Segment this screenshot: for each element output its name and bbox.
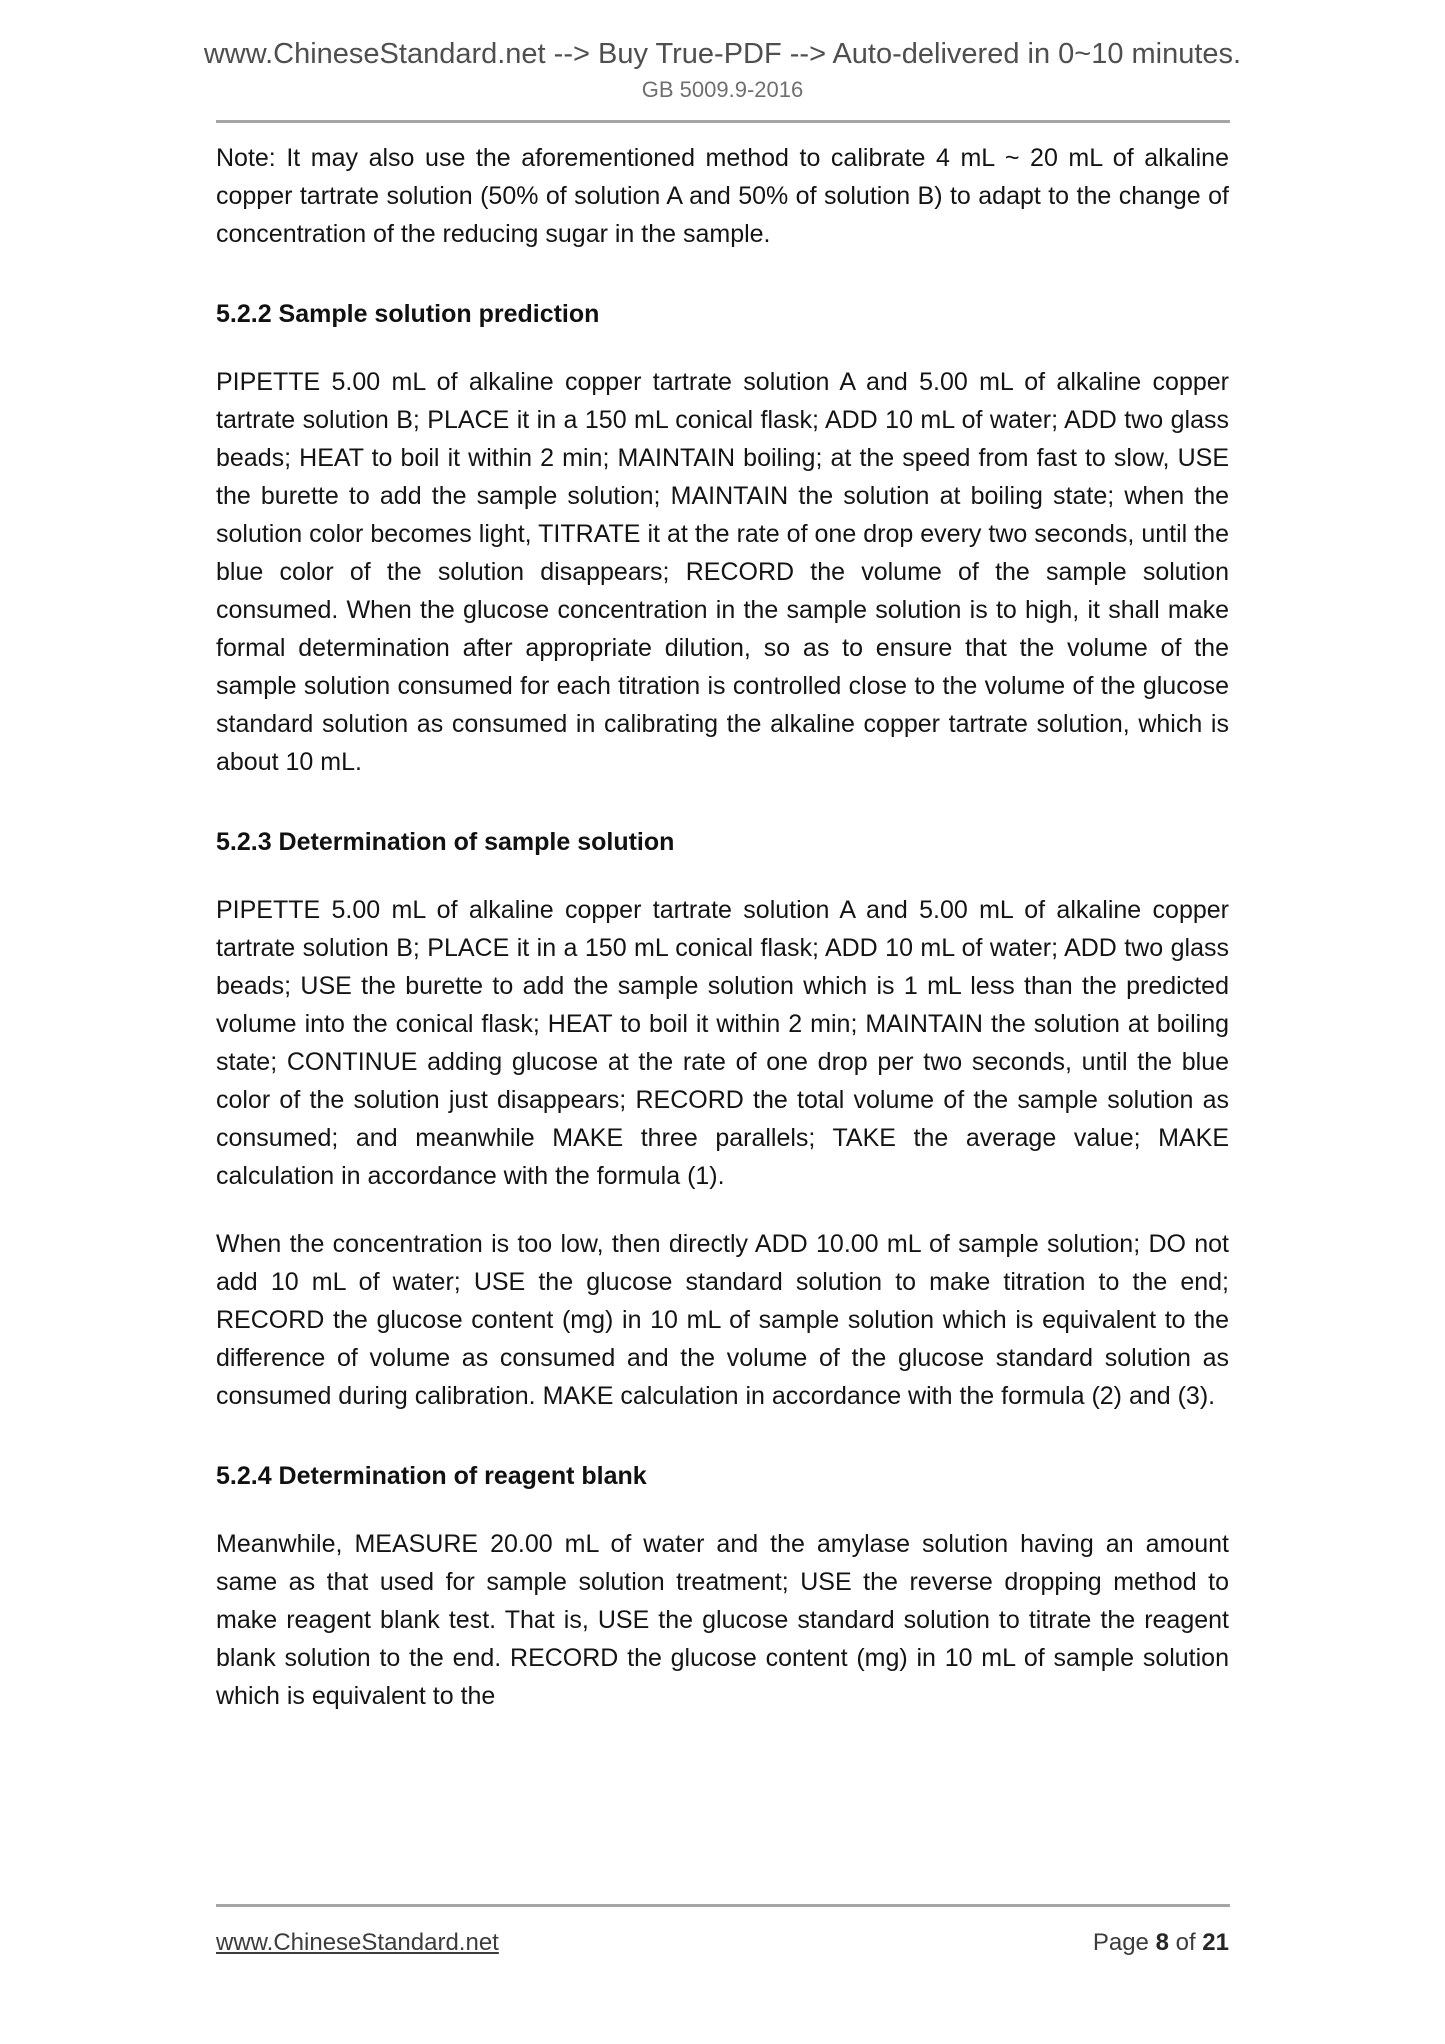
page-indicator [1093,1929,1229,1957]
page-header [0,0,1445,104]
section-5-2-4-paragraph: Meanwhile, MEASURE 20.00 mL of water and the amylase solution having an amount same as that used for sample solution treatment; USE the reverse dropping method to make reagent blank test. That is, USE the glucose standard solution to titrate the reagent blank solution to the end. RECORD the glucose content (mg) in 10 mL of sample solution which is equivalent to the [216,1530,1229,1710]
footer-divider [216,1904,1230,1907]
section-heading-5-2-2: 5.2.2 Sample solution prediction [216,300,600,328]
page-label-prefix: Page [1092,1929,1149,1956]
page-total: 21 [1202,1929,1229,1956]
section-heading-5-2-4: 5.2.4 Determination of reagent blank [216,1462,647,1490]
section-5-2-2-paragraph: PIPETTE 5.00 mL of alkaline copper tartrate solution A and 5.00 mL of alkaline copper tartrate solution B; PLACE it in a 150 mL conical flask; ADD 10 mL of water; ADD two glass beads; HEAT to boil it within 2 min; MAINTAIN boiling; at the speed from fast to slow, USE the burette to add the sample solution; MAINTAIN the solution at boiling state; when the solution color becomes light, TITRATE it at the rate of one drop every two seconds, until the blue color of the solution disappears; RECORD the volume of the sample solution consumed. When the glucose concentration in the sample solution is to high, it shall make formal determination after appropriate dilution, so as to ensure that the volume of the sample solution consumed for each titration is controlled close to the volume of the glucose standard solution as consumed in calibrating the alkaline copper tartrate solution, which is about 10 mL. [216,368,1229,776]
footer-site-link[interactable]: www.ChineseStandard.net [216,1929,499,1956]
header-banner: www.ChineseStandard.net --> Buy True-PDF --> Auto-delivered in 0~10 minutes. [203,38,1242,70]
page-footer [0,1904,1445,2044]
note-paragraph: Note: It may also use the aforementioned method to calibrate 4 mL ~ 20 mL of alkaline copper tartrate solution (50% of solution A and 50% of solution B) to adapt to the change of concentration of the reducing sugar in the sample. [216,144,1229,248]
footer-row [216,1929,1229,1957]
page-label-middle: of [1175,1929,1196,1956]
section-5-2-3-paragraph-1: PIPETTE 5.00 mL of alkaline copper tartrate solution A and 5.00 mL of alkaline copper tartrate solution B; PLACE it in a 150 mL conical flask; ADD 10 mL of water; ADD two glass beads; USE the burette to add the sample solution which is 1 mL less than the predicted volume into the conical flask; HEAT to boil it within 2 min; MAINTAIN the solution at boiling state; CONTINUE adding glucose at the rate of one drop per two seconds, until the blue color of the solution just disappears; RECORD the total volume of the sample solution as consumed; and meanwhile MAKE three parallels; TAKE the average value; MAKE calculation in accordance with the formula (1). [216,896,1229,1190]
section-heading-5-2-3: 5.2.3 Determination of sample solution [216,828,675,856]
doc-code: GB 5009.9-2016 [641,77,804,102]
section-5-2-3-paragraph-2: When the concentration is too low, then directly ADD 10.00 mL of sample solution; DO not add 10 mL of water; USE the glucose standard solution to make titration to the end; RECORD the glucose content (mg) in 10 mL of sample solution which is equivalent to the difference of volume as consumed and the volume of the glucose standard solution as consumed during calibration. MAKE calculation in accordance with the formula (2) and (3). [216,1230,1229,1410]
document-body [216,123,1229,1715]
page-number: 8 [1155,1929,1169,1956]
